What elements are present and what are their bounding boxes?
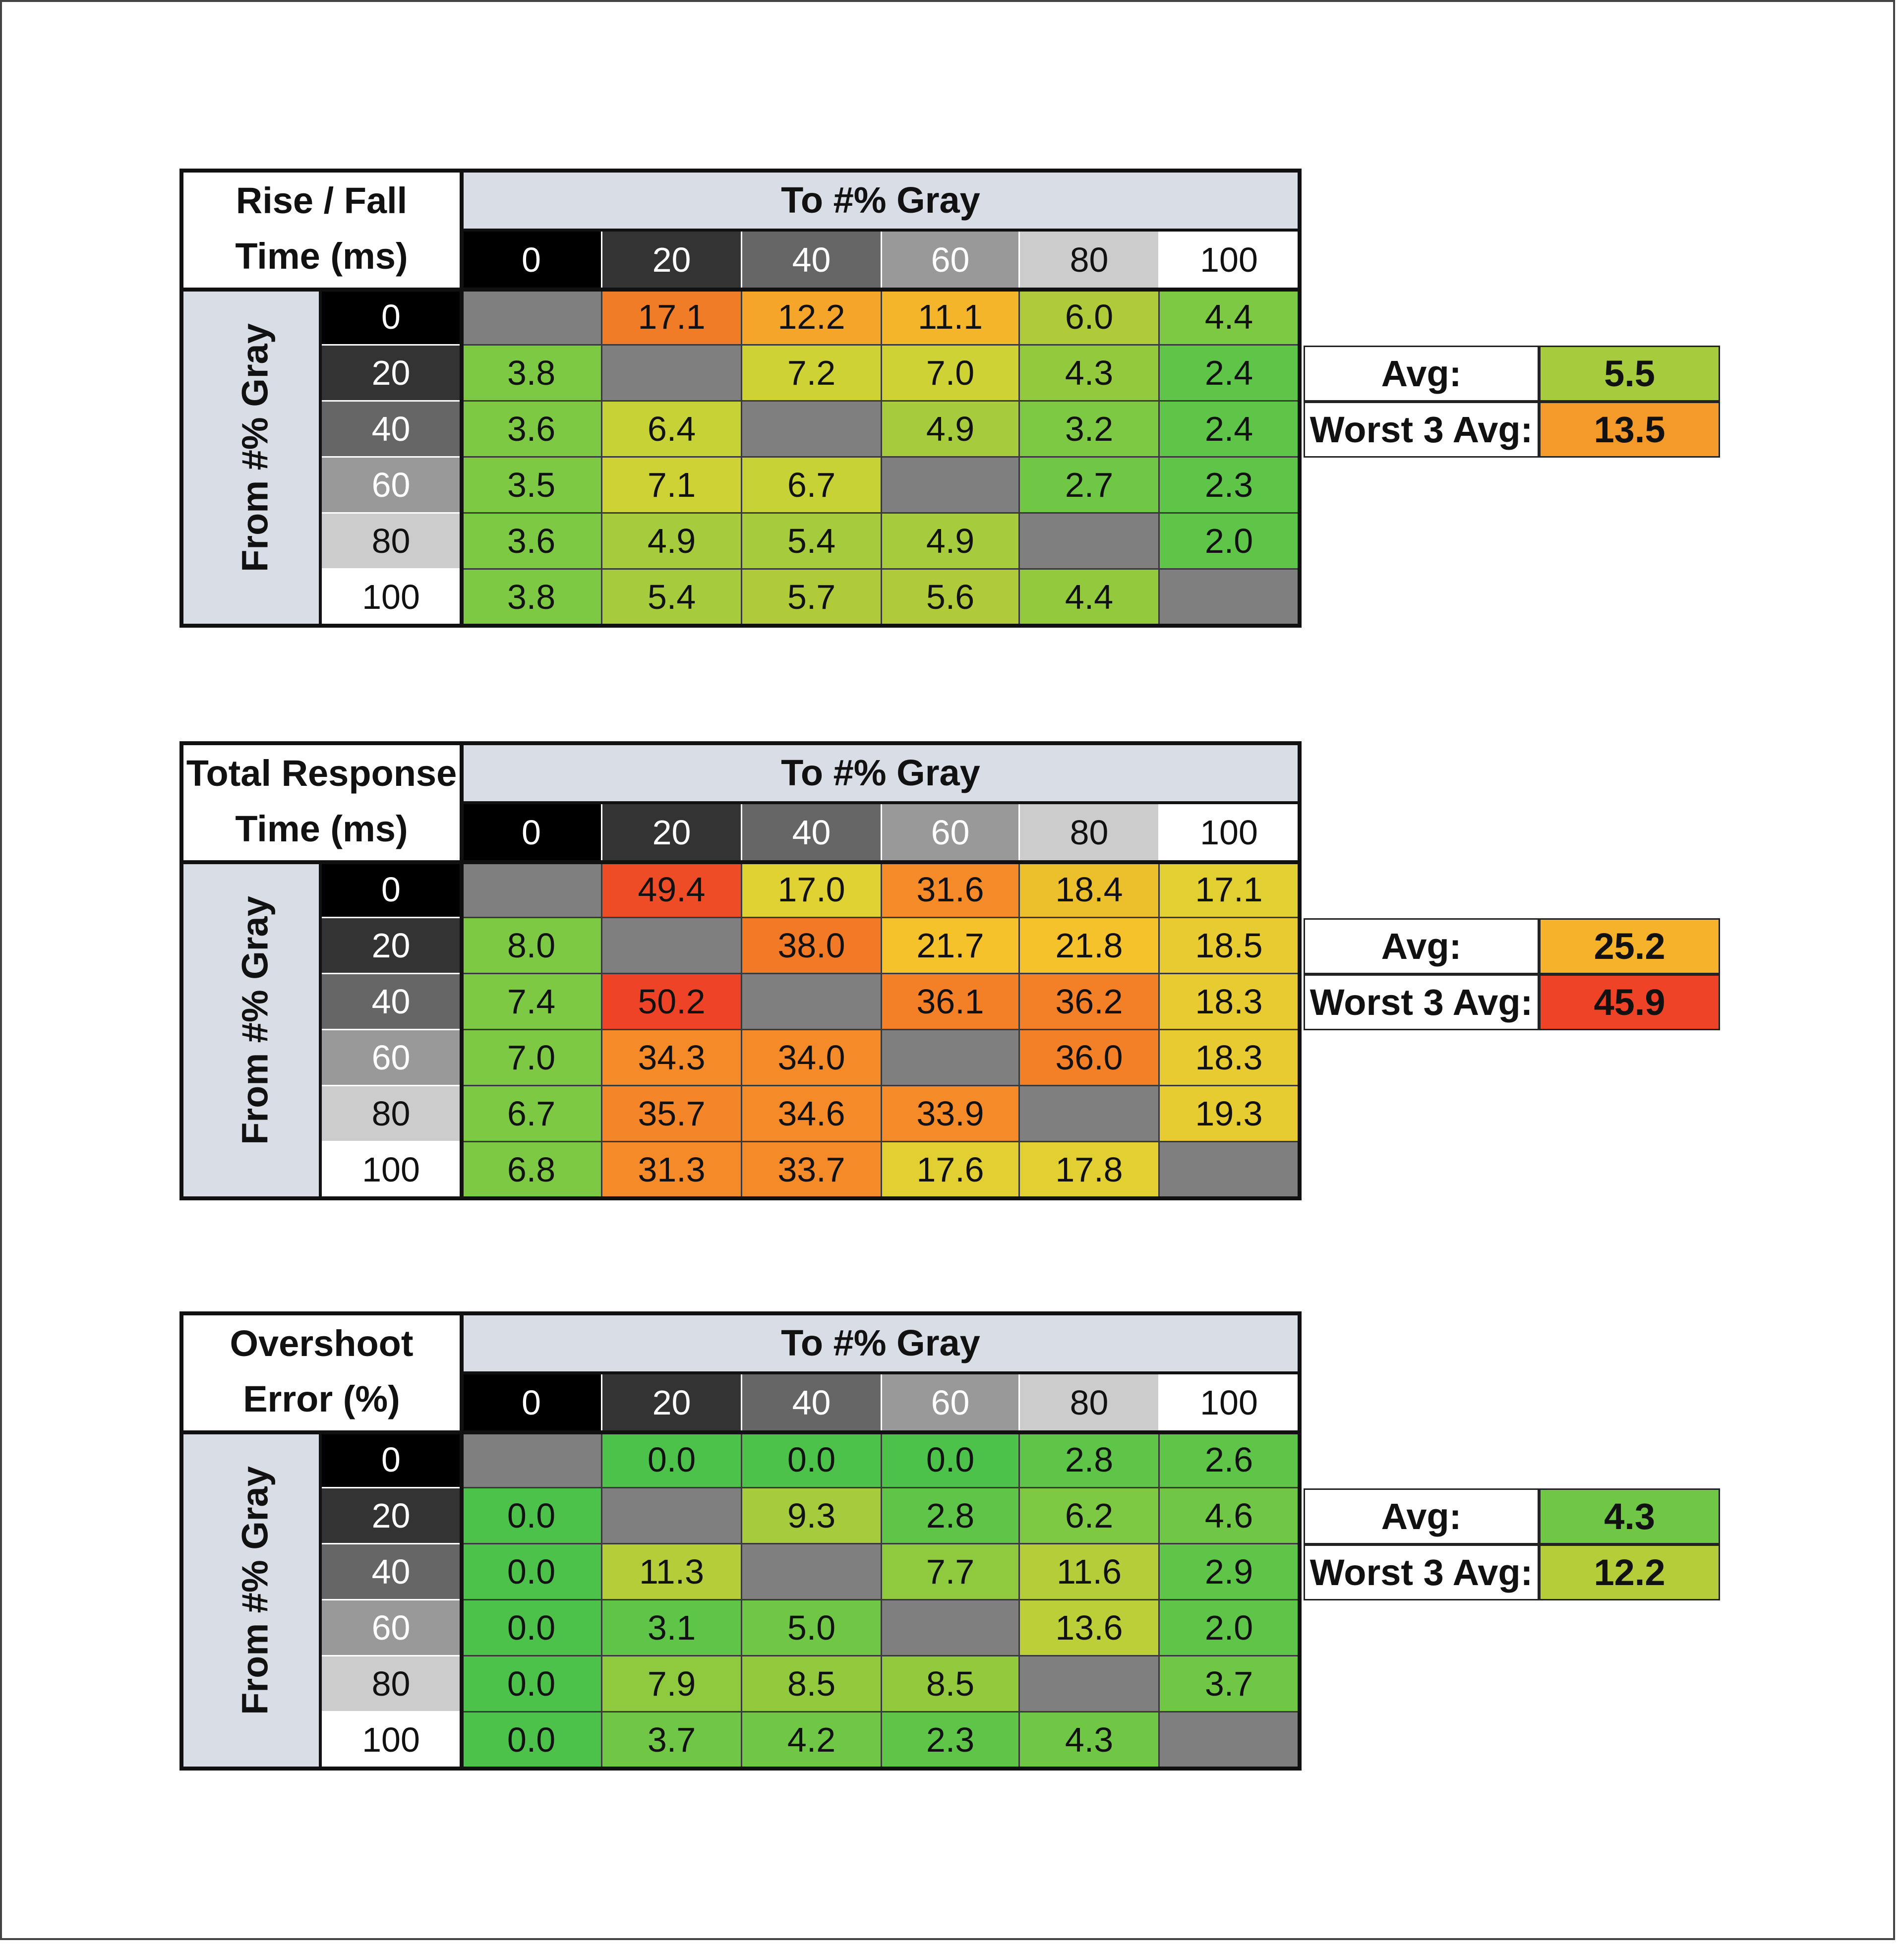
heatmap-cell bbox=[1160, 1142, 1300, 1198]
heatmap-cell: 3.1 bbox=[602, 1600, 742, 1656]
heatmap-cell: 2.6 bbox=[1160, 1432, 1300, 1488]
divider bbox=[181, 860, 1300, 864]
heatmap-cell: 17.8 bbox=[1020, 1142, 1160, 1198]
heatmap-cell: 7.9 bbox=[602, 1656, 742, 1713]
heatmap-cell: 2.9 bbox=[1160, 1544, 1300, 1600]
heatmap-cell bbox=[882, 458, 1020, 514]
heatmap-cell: 7.4 bbox=[462, 974, 602, 1030]
heatmap-cell: 2.4 bbox=[1160, 402, 1300, 458]
table-title-line: Time (ms) bbox=[235, 808, 408, 849]
heatmap-cell: 7.0 bbox=[462, 1030, 602, 1086]
heatmap-cell: 50.2 bbox=[602, 974, 742, 1030]
heatmap-cell: 49.4 bbox=[602, 862, 742, 918]
summary-value: 45.9 bbox=[1539, 974, 1720, 1030]
divider bbox=[462, 801, 1300, 804]
row-header: From #% Gray bbox=[234, 323, 276, 572]
heatmap-cell: 11.3 bbox=[602, 1544, 742, 1600]
column-label-80: 80 bbox=[1020, 1373, 1160, 1432]
summary-label: Avg: bbox=[1304, 1488, 1539, 1544]
heatmap-cell: 8.5 bbox=[742, 1656, 882, 1713]
heatmap-cell: 4.9 bbox=[882, 402, 1020, 458]
heatmap-cell: 36.1 bbox=[882, 974, 1020, 1030]
summary-value: 4.3 bbox=[1539, 1488, 1720, 1544]
divider bbox=[319, 1432, 322, 1769]
heatmap-cell: 3.2 bbox=[1020, 402, 1160, 458]
heatmap-cell: 11.1 bbox=[882, 290, 1020, 346]
heatmap-cell: 0.0 bbox=[462, 1656, 602, 1713]
heatmap-cell: 6.7 bbox=[742, 458, 882, 514]
heatmap-cell: 6.2 bbox=[1020, 1488, 1160, 1544]
heatmap-cell: 0.0 bbox=[462, 1600, 602, 1656]
heatmap-cell bbox=[742, 974, 882, 1030]
heatmap-cell: 33.7 bbox=[742, 1142, 882, 1198]
heatmap-cell: 17.1 bbox=[602, 290, 742, 346]
heatmap-cell: 34.6 bbox=[742, 1086, 882, 1142]
row-label-80: 80 bbox=[320, 1086, 462, 1142]
heatmap-cell: 6.7 bbox=[462, 1086, 602, 1142]
heatmap-cell: 3.5 bbox=[462, 458, 602, 514]
column-label-0: 0 bbox=[462, 1373, 602, 1432]
row-label-20: 20 bbox=[320, 1488, 462, 1544]
heatmap-cell: 34.3 bbox=[602, 1030, 742, 1086]
column-label-80: 80 bbox=[1020, 230, 1160, 290]
heatmap-cell: 4.2 bbox=[742, 1713, 882, 1769]
row-label-80: 80 bbox=[320, 1656, 462, 1713]
table-title-line: Error (%) bbox=[243, 1378, 400, 1419]
heatmap-cell: 2.4 bbox=[1160, 346, 1300, 402]
column-label-20: 20 bbox=[602, 803, 742, 862]
heatmap-cell: 13.6 bbox=[1020, 1600, 1160, 1656]
heatmap-cell bbox=[742, 1544, 882, 1600]
row-label-100: 100 bbox=[320, 1713, 462, 1769]
heatmap-cell: 2.0 bbox=[1160, 514, 1300, 570]
heatmap-cell: 2.3 bbox=[882, 1713, 1020, 1769]
heatmap-cell: 4.3 bbox=[1020, 1713, 1160, 1769]
summary-label: Worst 3 Avg: bbox=[1304, 974, 1539, 1030]
heatmap-cell bbox=[462, 862, 602, 918]
column-label-0: 0 bbox=[462, 230, 602, 290]
table-title-line: Rise / Fall bbox=[236, 180, 408, 221]
heatmap-cell: 2.7 bbox=[1020, 458, 1160, 514]
heatmap-cell: 5.0 bbox=[742, 1600, 882, 1656]
heatmap-cell: 4.3 bbox=[1020, 346, 1160, 402]
heatmap-cell bbox=[462, 1432, 602, 1488]
row-label-100: 100 bbox=[320, 570, 462, 626]
heatmap-cell: 31.6 bbox=[882, 862, 1020, 918]
heatmap-cell: 3.8 bbox=[462, 346, 602, 402]
row-label-20: 20 bbox=[320, 918, 462, 974]
divider bbox=[319, 862, 322, 1198]
column-label-100: 100 bbox=[1160, 230, 1300, 290]
column-label-100: 100 bbox=[1160, 1373, 1300, 1432]
heatmap-cell: 9.3 bbox=[742, 1488, 882, 1544]
heatmap-cell: 4.6 bbox=[1160, 1488, 1300, 1544]
heatmap-cell: 2.8 bbox=[1020, 1432, 1160, 1488]
divider bbox=[460, 743, 464, 1198]
heatmap-cell: 0.0 bbox=[462, 1713, 602, 1769]
column-label-100: 100 bbox=[1160, 803, 1300, 862]
heatmap-cell bbox=[882, 1600, 1020, 1656]
column-header: To #% Gray bbox=[462, 171, 1300, 230]
summary-value: 12.2 bbox=[1539, 1544, 1720, 1600]
heatmap-cell: 17.1 bbox=[1160, 862, 1300, 918]
heatmap-cell bbox=[1160, 570, 1300, 626]
summary-label: Avg: bbox=[1304, 918, 1539, 974]
heatmap-cell: 8.5 bbox=[882, 1656, 1020, 1713]
heatmap-cell: 18.3 bbox=[1160, 974, 1300, 1030]
row-label-0: 0 bbox=[320, 290, 462, 346]
column-label-80: 80 bbox=[1020, 803, 1160, 862]
row-label-40: 40 bbox=[320, 1544, 462, 1600]
heatmap-cell: 0.0 bbox=[462, 1544, 602, 1600]
column-label-60: 60 bbox=[882, 1373, 1020, 1432]
column-label-60: 60 bbox=[882, 803, 1020, 862]
heatmap-cell: 35.7 bbox=[602, 1086, 742, 1142]
heatmap-cell bbox=[882, 1030, 1020, 1086]
heatmap-cell bbox=[1020, 1086, 1160, 1142]
summary-label: Avg: bbox=[1304, 346, 1539, 402]
row-label-0: 0 bbox=[320, 1432, 462, 1488]
column-label-40: 40 bbox=[742, 230, 882, 290]
heatmap-cell: 11.6 bbox=[1020, 1544, 1160, 1600]
column-label-40: 40 bbox=[742, 1373, 882, 1432]
heatmap-cell: 5.4 bbox=[602, 570, 742, 626]
heatmap-cell: 5.6 bbox=[882, 570, 1020, 626]
heatmap-cell: 18.5 bbox=[1160, 918, 1300, 974]
heatmap-cell: 6.4 bbox=[602, 402, 742, 458]
row-label-100: 100 bbox=[320, 1142, 462, 1198]
heatmap-cell: 0.0 bbox=[742, 1432, 882, 1488]
divider bbox=[460, 1313, 464, 1769]
column-label-20: 20 bbox=[602, 230, 742, 290]
heatmap-cell: 18.4 bbox=[1020, 862, 1160, 918]
heatmap-cell bbox=[1160, 1713, 1300, 1769]
heatmap-cell: 2.0 bbox=[1160, 1600, 1300, 1656]
heatmap-cell: 18.3 bbox=[1160, 1030, 1300, 1086]
heatmap-cell: 33.9 bbox=[882, 1086, 1020, 1142]
row-label-60: 60 bbox=[320, 1600, 462, 1656]
column-header: To #% Gray bbox=[462, 743, 1300, 803]
row-label-0: 0 bbox=[320, 862, 462, 918]
heatmap-cell: 4.4 bbox=[1160, 290, 1300, 346]
heatmap-cell: 6.8 bbox=[462, 1142, 602, 1198]
divider bbox=[181, 1430, 1300, 1434]
summary-label: Worst 3 Avg: bbox=[1304, 1544, 1539, 1600]
column-label-20: 20 bbox=[602, 1373, 742, 1432]
heatmap-cell bbox=[602, 1488, 742, 1544]
heatmap-cell: 17.0 bbox=[742, 862, 882, 918]
heatmap-cell: 6.0 bbox=[1020, 290, 1160, 346]
heatmap-cell: 5.4 bbox=[742, 514, 882, 570]
summary-value: 13.5 bbox=[1539, 402, 1720, 458]
summary-value: 25.2 bbox=[1539, 918, 1720, 974]
row-label-80: 80 bbox=[320, 514, 462, 570]
heatmap-cell: 4.9 bbox=[882, 514, 1020, 570]
heatmap-cell: 3.7 bbox=[602, 1713, 742, 1769]
heatmap-cell: 17.6 bbox=[882, 1142, 1020, 1198]
heatmap-cell: 7.1 bbox=[602, 458, 742, 514]
heatmap-cell: 3.6 bbox=[462, 402, 602, 458]
heatmap-cell: 36.2 bbox=[1020, 974, 1160, 1030]
heatmap-cell: 2.8 bbox=[882, 1488, 1020, 1544]
column-label-60: 60 bbox=[882, 230, 1020, 290]
heatmap-cell: 7.0 bbox=[882, 346, 1020, 402]
heatmap-cell: 34.0 bbox=[742, 1030, 882, 1086]
heatmap-cell: 4.9 bbox=[602, 514, 742, 570]
table-title-line: Overshoot bbox=[230, 1323, 414, 1364]
heatmap-cell bbox=[602, 918, 742, 974]
column-header: To #% Gray bbox=[462, 1313, 1300, 1373]
heatmap-cell bbox=[1020, 1656, 1160, 1713]
heatmap-cell: 0.0 bbox=[602, 1432, 742, 1488]
heatmap-cell: 0.0 bbox=[462, 1488, 602, 1544]
column-label-40: 40 bbox=[742, 803, 882, 862]
row-label-20: 20 bbox=[320, 346, 462, 402]
table-title-line: Total Response bbox=[186, 753, 457, 794]
row-label-40: 40 bbox=[320, 974, 462, 1030]
row-label-60: 60 bbox=[320, 1030, 462, 1086]
row-label-40: 40 bbox=[320, 402, 462, 458]
heatmap-cell bbox=[1020, 514, 1160, 570]
row-header: From #% Gray bbox=[234, 896, 276, 1145]
divider bbox=[462, 1371, 1300, 1374]
summary-label: Worst 3 Avg: bbox=[1304, 402, 1539, 458]
heatmap-cell: 31.3 bbox=[602, 1142, 742, 1198]
heatmap-cell: 0.0 bbox=[882, 1432, 1020, 1488]
heatmap-cell: 3.6 bbox=[462, 514, 602, 570]
row-label-60: 60 bbox=[320, 458, 462, 514]
heatmap-cell: 7.7 bbox=[882, 1544, 1020, 1600]
heatmap-cell: 8.0 bbox=[462, 918, 602, 974]
heatmap-cell: 2.3 bbox=[1160, 458, 1300, 514]
heatmap-cell: 3.8 bbox=[462, 570, 602, 626]
heatmap-cell: 7.2 bbox=[742, 346, 882, 402]
heatmap-cell: 21.8 bbox=[1020, 918, 1160, 974]
column-label-0: 0 bbox=[462, 803, 602, 862]
heatmap-cell: 3.7 bbox=[1160, 1656, 1300, 1713]
heatmap-cell: 19.3 bbox=[1160, 1086, 1300, 1142]
heatmap-cell: 38.0 bbox=[742, 918, 882, 974]
summary-value: 5.5 bbox=[1539, 346, 1720, 402]
row-header: From #% Gray bbox=[234, 1466, 276, 1715]
heatmap-cell: 21.7 bbox=[882, 918, 1020, 974]
heatmap-cell: 4.4 bbox=[1020, 570, 1160, 626]
heatmap-cell: 12.2 bbox=[742, 290, 882, 346]
heatmap-cell: 5.7 bbox=[742, 570, 882, 626]
table-title-line: Time (ms) bbox=[235, 236, 408, 277]
heatmap-cell: 36.0 bbox=[1020, 1030, 1160, 1086]
